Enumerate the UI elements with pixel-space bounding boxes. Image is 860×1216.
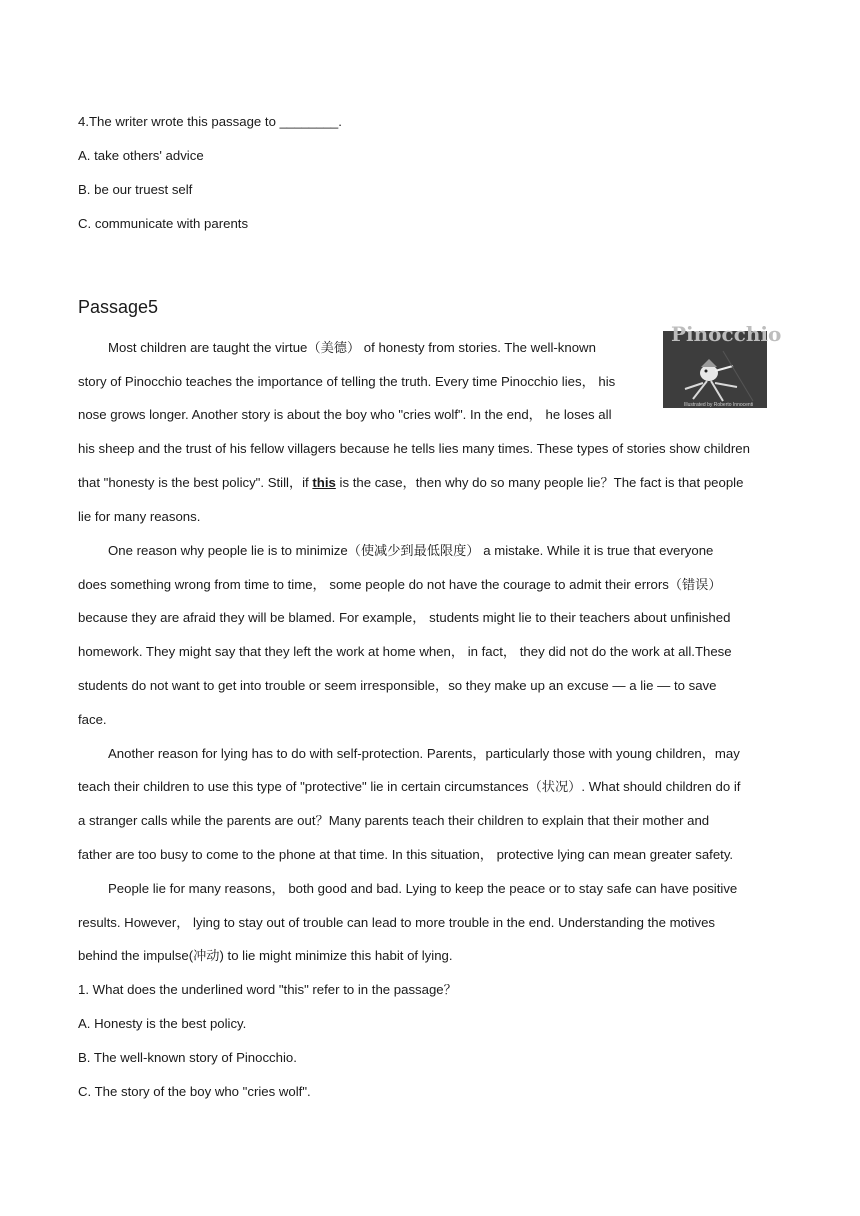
p2-line-3: because they are afraid they will be blamed. For example， students might lie to their teachers about unfinished bbox=[78, 610, 731, 625]
p3-line-1: Another reason for lying has to do with self-protection. Parents，particularly those with young children，may bbox=[108, 746, 740, 761]
p2-line-4: homework. They might say that they left the work at home when， in fact， they did not do the work at all.These bbox=[78, 644, 732, 659]
passage-title: Passage5 bbox=[78, 297, 159, 317]
underlined-word-this: this bbox=[312, 475, 336, 490]
question-4-stem: 4.The writer wrote this passage to ________. bbox=[78, 114, 342, 129]
p3-line-3: a stranger calls while the parents are out？Many parents teach their children to explain that their mother and bbox=[78, 813, 710, 828]
p1-line-2: story of Pinocchio teaches the importance of telling the truth. Every time Pinocchio lies， his bbox=[78, 374, 616, 389]
p3-line-2: teach their children to use this type of "protective" lie in certain circumstances（状况）. What should children do if bbox=[78, 779, 741, 794]
p1-line-5 bbox=[78, 476, 743, 489]
question-4-option-c: C. communicate with parents bbox=[78, 216, 249, 231]
p4-line-3: behind the impulse(冲动) to lie might minimize this habit of lying. bbox=[78, 948, 453, 963]
svg-text:Pinocchio: Pinocchio bbox=[671, 322, 782, 346]
p1-line-1: Most children are taught the virtue（美德） of honesty from stories. The well-known bbox=[108, 340, 596, 355]
p2-line-2: does something wrong from time to time， some people do not have the courage to admit their errors（错误） bbox=[78, 577, 722, 592]
p2-line-6: face. bbox=[78, 712, 107, 727]
question-1-stem: 1. What does the underlined word "this" refer to in the passage？ bbox=[78, 982, 457, 997]
illustration-caption: Illustrated by Roberto Innocenti bbox=[684, 402, 754, 408]
question-4-option-a: A. take others' advice bbox=[78, 148, 204, 163]
p2-line-1: One reason why people lie is to minimize（使减少到最低限度） a mistake. While it is true that everyone bbox=[108, 543, 714, 558]
p2-line-5: students do not want to get into trouble or seem irresponsible，so they make up an excuse — a lie — to save bbox=[78, 678, 717, 693]
p3-line-4: father are too busy to come to the phone at that time. In this situation， protective lying can mean greater safety. bbox=[78, 847, 734, 862]
p1-line-6: lie for many reasons. bbox=[78, 509, 201, 524]
question-1-option-b: B. The well-known story of Pinocchio. bbox=[78, 1050, 297, 1065]
p4-line-1: People lie for many reasons， both good and bad. Lying to keep the peace or to stay safe can have positive bbox=[108, 881, 738, 896]
p1-line-3: nose grows longer. Another story is about the boy who "cries wolf". In the end， he loses all bbox=[78, 407, 612, 422]
question-4-option-b: B. be our truest self bbox=[78, 182, 193, 197]
pinocchio-illustration bbox=[663, 322, 782, 408]
p1-line-4: his sheep and the trust of his fellow villagers because he tells lies many times. These types of stories show children bbox=[78, 441, 750, 456]
question-1-option-c: C. The story of the boy who "cries wolf". bbox=[78, 1084, 311, 1099]
p1-line-5-start: that "honesty is the best policy". Still，if bbox=[78, 475, 313, 490]
question-1-option-a: A. Honesty is the best policy. bbox=[78, 1016, 247, 1031]
p4-line-2: results. However， lying to stay out of trouble can lead to more trouble in the end. Understanding the motives bbox=[78, 915, 716, 930]
p1-line-5-end: is the case，then why do so many people lie？The fact is that people bbox=[335, 475, 744, 490]
